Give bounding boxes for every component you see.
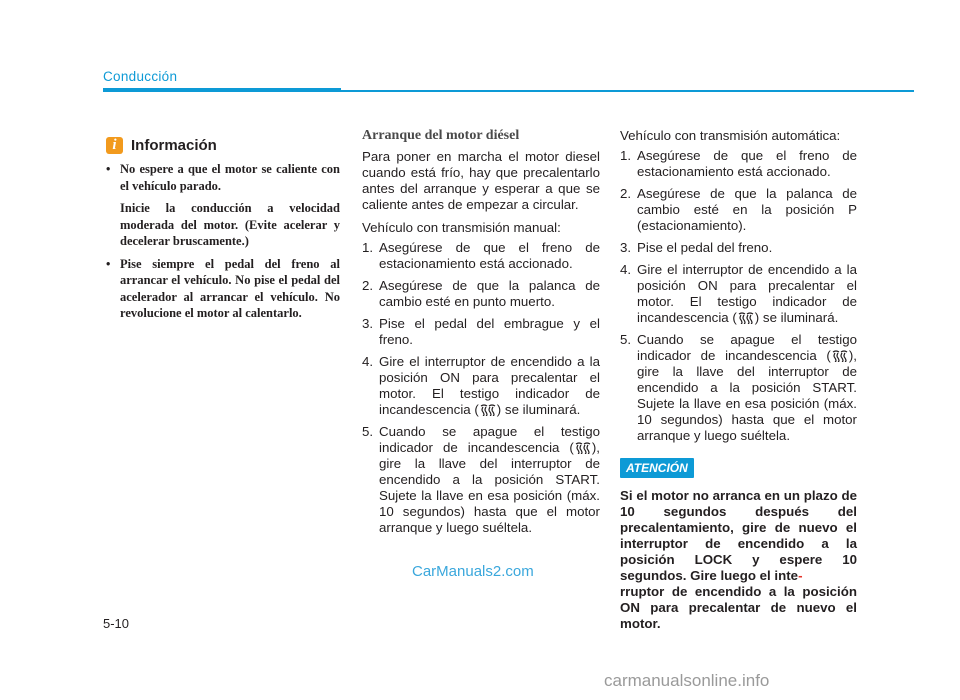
step-item bbox=[362, 278, 600, 310]
header-rule-thick bbox=[103, 88, 341, 92]
step-text: Gire el interruptor de encendido a la posición ON para precalentar el motor. El testigo indicador de incandescencia ( bbox=[379, 354, 600, 417]
step-text: Pise el pedal del freno. bbox=[637, 240, 773, 255]
info-bullet-text: • No espere a que el motor se caliente con el vehículo parado. bbox=[120, 162, 340, 193]
info-heading bbox=[106, 133, 340, 157]
glow-plug-indicator-icon bbox=[574, 442, 592, 454]
step-number: 1. bbox=[620, 148, 632, 163]
step-number: 3. bbox=[362, 316, 374, 331]
caution-text-part: rruptor de encendido a la posición ON para precalentar de nuevo el motor. bbox=[620, 584, 857, 631]
info-bullet-extra: Inicie la conducción a velocidad moderada del motor. (Evite acelerar y decelerar bruscamente.) bbox=[120, 201, 340, 248]
page-number: 5-10 bbox=[103, 616, 130, 631]
step-number: 5. bbox=[620, 332, 632, 347]
step-number: 5. bbox=[362, 424, 374, 439]
caution-text bbox=[620, 488, 857, 632]
auto-steps bbox=[620, 148, 857, 444]
step-text: Asegúrese de que la palanca de cambio esté en punto muerto. bbox=[379, 278, 600, 309]
step-item bbox=[620, 186, 857, 234]
step-text: Gire el interruptor de encendido a la posición ON para precalentar el motor. El testigo indicador de incandescencia ( bbox=[637, 262, 857, 325]
header-rule-thin bbox=[341, 90, 914, 92]
watermark-link[interactable]: CarManuals2.com bbox=[412, 563, 534, 580]
info-box bbox=[106, 133, 340, 328]
step-number: 1. bbox=[362, 240, 374, 255]
step-text: ) se iluminará. bbox=[754, 310, 839, 325]
step-text: Cuando se apague el testigo indicador de incandescencia ( bbox=[379, 424, 600, 455]
caution-text-part: Si el motor no arranca en un plazo de 10 segundos después del precalentamiento, gire de nuevo el interruptor de encendido a la posición LOCK y espere 10 segundos. Gire luego el inte bbox=[620, 488, 857, 583]
info-bullet bbox=[106, 256, 340, 322]
step-number: 4. bbox=[620, 262, 632, 277]
step-text: Cuando se apague el testigo indicador de incandescencia ( bbox=[637, 332, 857, 363]
step-text: ), gire la llave del interruptor de encendido a la posición START. Sujete la llave en esa posición (máx. 10 segundos) hasta que el motor arranque y luego suéltela. bbox=[379, 440, 600, 535]
step-number: 2. bbox=[362, 278, 374, 293]
step-number: 3. bbox=[620, 240, 632, 255]
step-number: 4. bbox=[362, 354, 374, 369]
automatic-section bbox=[620, 128, 857, 632]
info-title: Información bbox=[131, 136, 217, 154]
glow-plug-indicator-icon bbox=[831, 350, 849, 362]
manual-heading: Vehículo con transmisión manual: bbox=[362, 220, 561, 235]
info-bullet bbox=[106, 161, 340, 250]
diesel-start-section bbox=[362, 128, 600, 542]
step-text: ) se iluminará. bbox=[496, 402, 581, 417]
intro-paragraph: Para poner en marcha el motor diesel cuando está frío, hay que precalentarlo antes del arranque y esperar a que se caliente antes de empezar a circular. bbox=[362, 149, 600, 212]
step-text: Asegúrese de que el freno de estacionamiento está accionado. bbox=[637, 148, 857, 179]
step-item bbox=[362, 240, 600, 272]
info-bullet-text: • Pise siempre el pedal del freno al arrancar el vehículo. No pise el pedal del acelerador al arrancar el vehículo. No revolucione el motor al calentarlo. bbox=[120, 256, 340, 320]
caution-hyphen: - bbox=[798, 568, 803, 583]
step-item bbox=[362, 354, 600, 418]
section-subtitle: Arranque del motor diésel bbox=[362, 128, 520, 143]
step-item bbox=[620, 262, 857, 326]
section-title: Conducción bbox=[103, 69, 178, 84]
step-item bbox=[620, 240, 857, 256]
step-text: Asegúrese de que la palanca de cambio esté en la posición P (estacionamiento). bbox=[637, 186, 857, 233]
auto-heading: Vehículo con transmisión automática: bbox=[620, 128, 841, 143]
info-list bbox=[106, 161, 340, 322]
step-number: 2. bbox=[620, 186, 632, 201]
step-item bbox=[620, 332, 857, 444]
step-text: Asegúrese de que el freno de estacionamiento está accionado. bbox=[379, 240, 600, 271]
info-icon: i bbox=[106, 137, 123, 154]
step-item bbox=[362, 316, 600, 348]
glow-plug-indicator-icon bbox=[737, 312, 755, 324]
step-item bbox=[620, 148, 857, 180]
step-item bbox=[362, 424, 600, 536]
step-text: ), gire la llave del interruptor de encendido a la posición START. Sujete la llave en esa posición (máx. 10 segundos) hasta que el motor arranque y luego suéltela. bbox=[637, 348, 857, 443]
manual-steps bbox=[362, 240, 600, 536]
watermark-footer: carmanualsonline.info bbox=[604, 671, 770, 690]
step-text: Pise el pedal del embrague y el freno. bbox=[379, 316, 600, 347]
glow-plug-indicator-icon bbox=[479, 404, 497, 416]
caution-badge: ATENCIÓN bbox=[620, 458, 694, 478]
